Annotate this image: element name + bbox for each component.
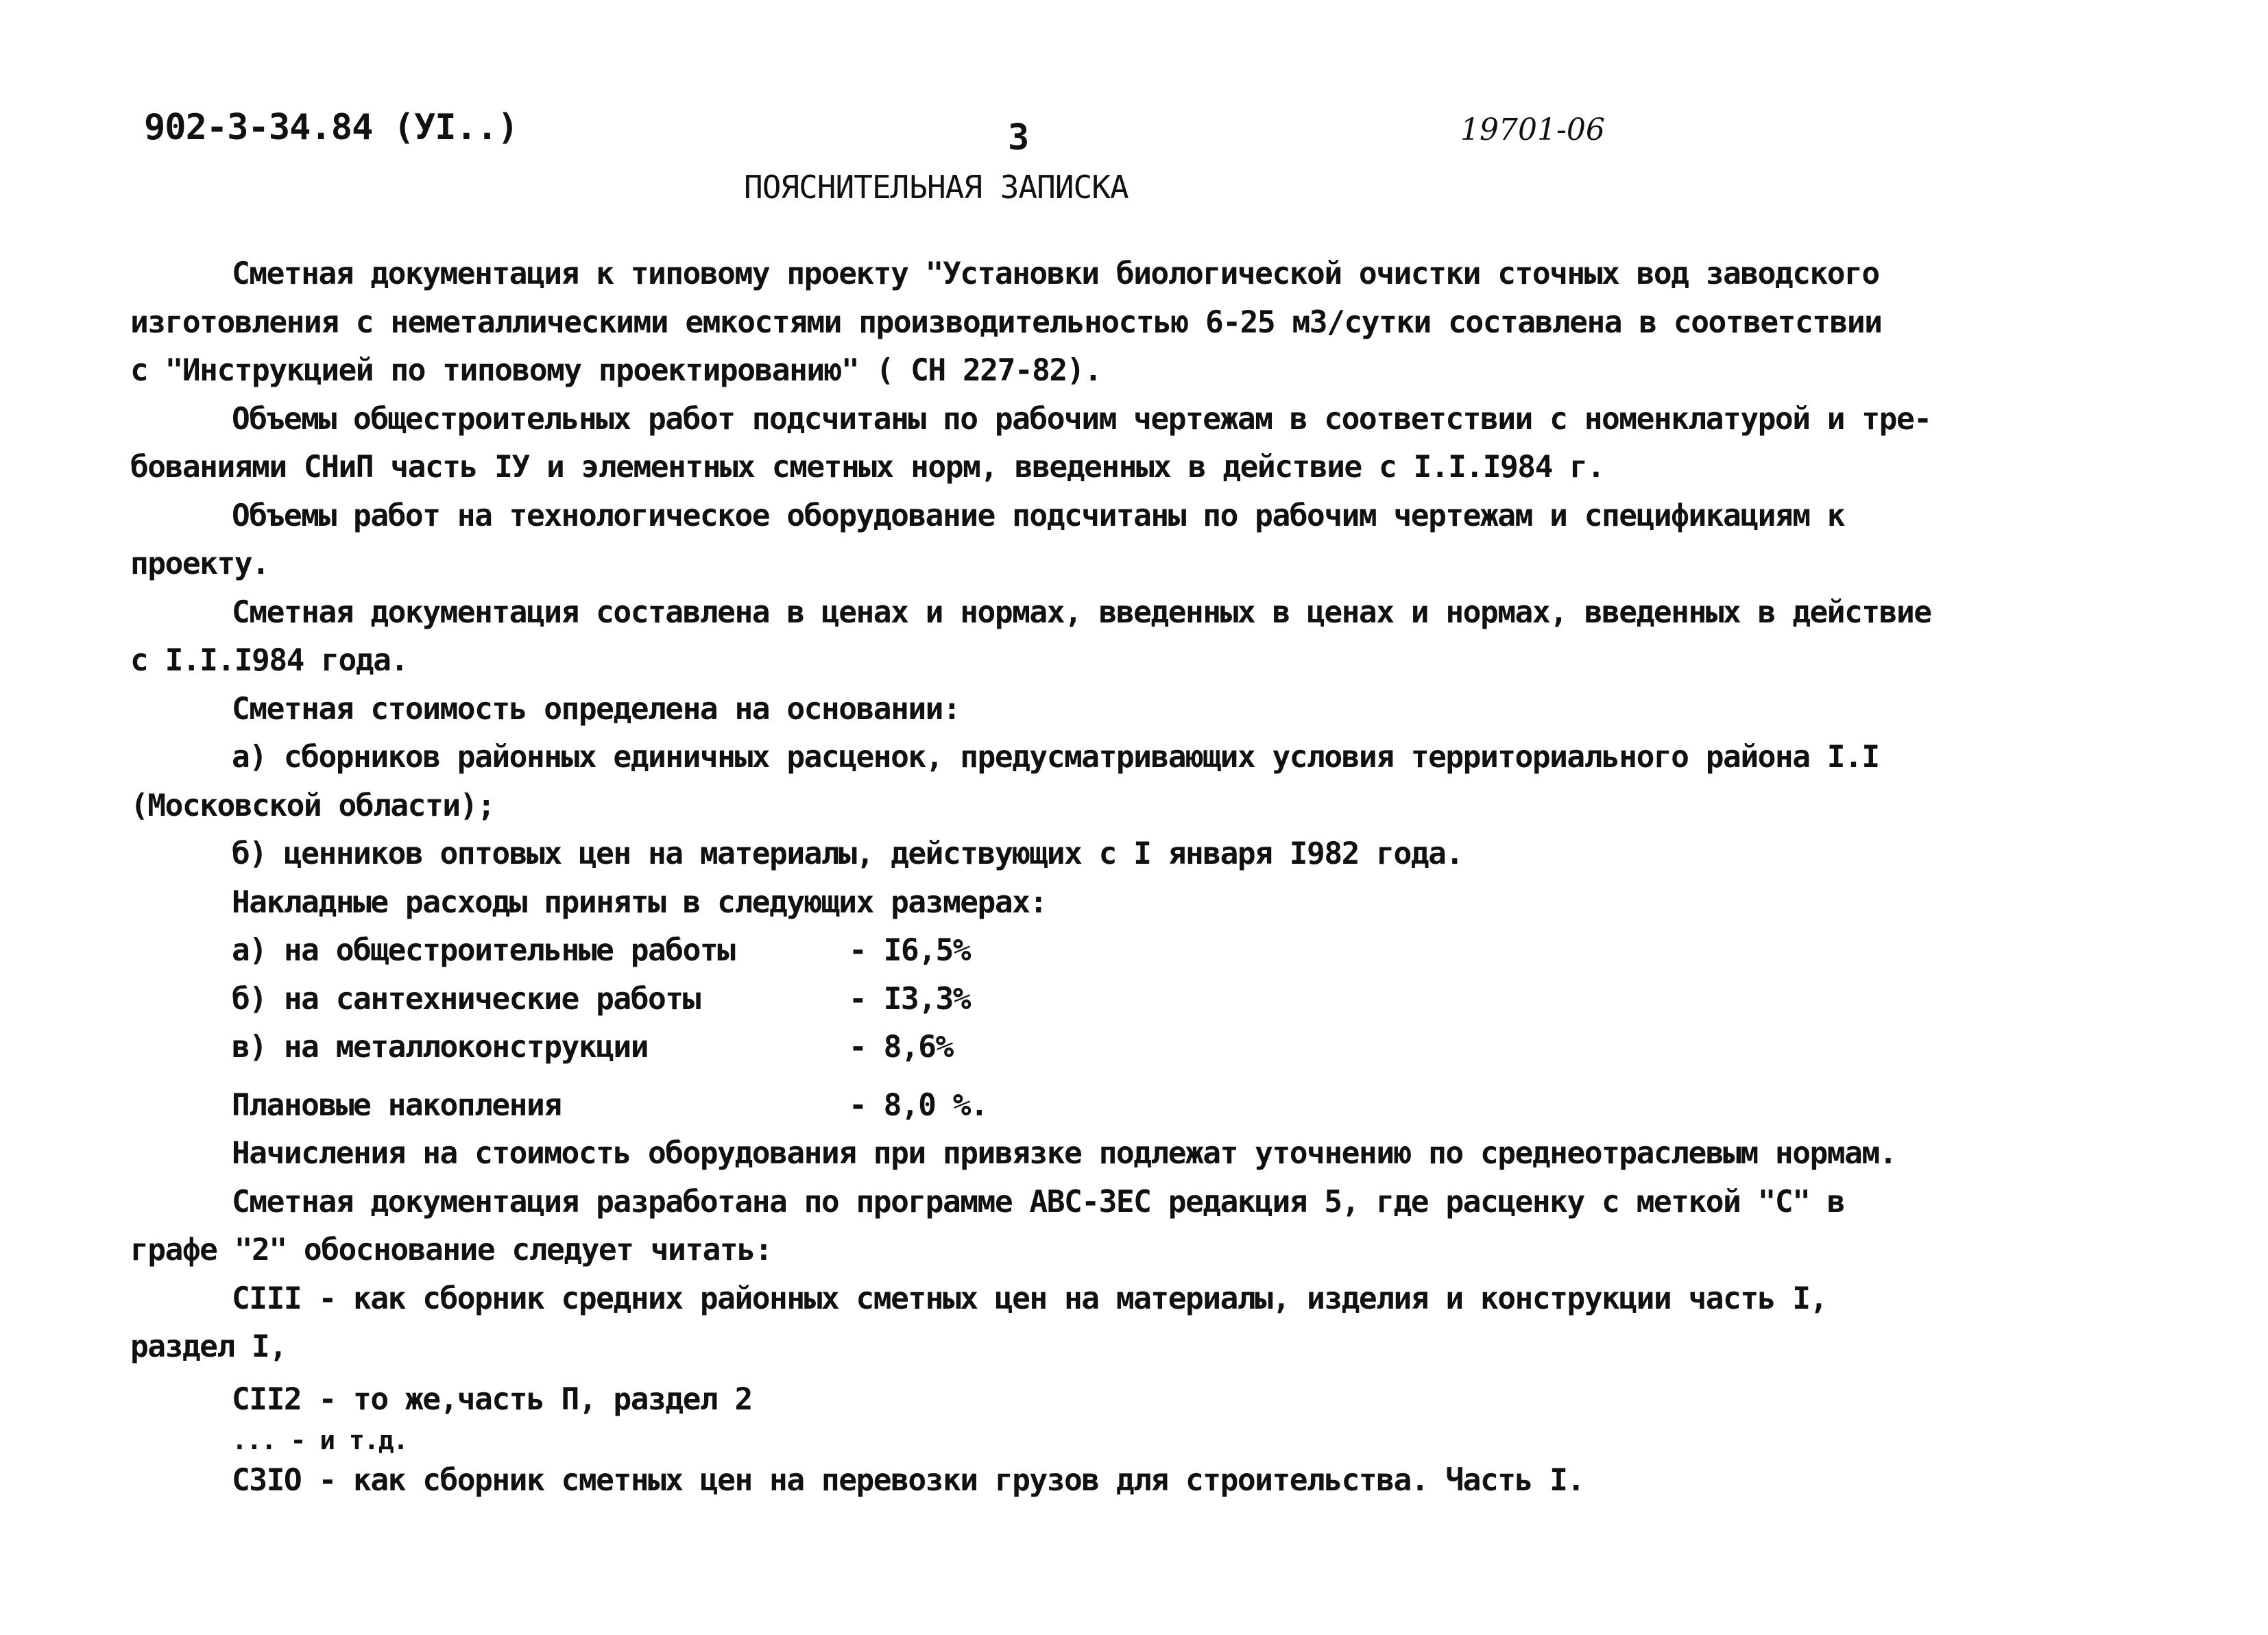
- rate-label: в) на металлоконструкции: [232, 1030, 648, 1065]
- text-line: Объемы общестроительных работ подсчитаны по рабочим чертежам в соответствии с номенклатурой и тре-: [232, 401, 1931, 437]
- rate-row: [130, 1024, 2160, 1072]
- text-line: СIII - как сборник средних районных сметных цен на материалы, изделия и конструкции часть I,: [232, 1281, 1827, 1316]
- text-line: Сметная документация к типовому проекту "Установки биологической очистки сточных вод заводского: [232, 256, 1879, 291]
- text-line: проекту.: [130, 546, 269, 581]
- rate-value: - I3,3%: [849, 981, 971, 1017]
- text-line: Сметная документация разработана по программе АВС-ЗЕС редакция 5, где расценку с меткой "С" в: [232, 1184, 1845, 1220]
- text-line: графе "2" обоснование следует читать:: [130, 1233, 772, 1268]
- text-line: Сметная документация составлена в ценах и нормах, введенных в ценах и нормах, введенных в действие: [232, 594, 1931, 630]
- rate-label: а) на общестроительные работы: [232, 933, 735, 968]
- document-body: [130, 250, 2160, 1505]
- rate-label: б) на сантехнические работы: [232, 981, 700, 1017]
- rate-value: - 8,6%: [849, 1030, 953, 1065]
- rate-label: Плановые накопления: [232, 1087, 562, 1123]
- rate-value: - I6,5%: [849, 933, 971, 968]
- text-line: Начисления на стоимость оборудования при привязке подлежат уточнению по среднеотраслевым нормам.: [232, 1136, 1896, 1171]
- rate-row: [130, 976, 2160, 1024]
- page-title: ПОЯСНИТЕЛЬНАЯ ЗАПИСКА: [744, 169, 1129, 206]
- text-line: б) ценников оптовых цен на материалы, действующих с I января I982 года.: [232, 836, 1463, 871]
- page-number: 3: [1008, 117, 1030, 158]
- text-line: раздел I,: [130, 1329, 287, 1364]
- text-line: (Московской области);: [130, 788, 495, 823]
- rate-value: - 8,0 %.: [849, 1087, 988, 1123]
- rate-row: [130, 927, 2160, 976]
- document-reference: 19701-06: [1460, 112, 1605, 147]
- rate-row: [130, 1082, 2160, 1130]
- text-line: бованиями СНиП часть IУ и элементных сметных норм, введенных в действие с I.I.I984 г.: [130, 450, 1604, 485]
- text-line: ... - и т.д.: [232, 1425, 408, 1455]
- text-line: с "Инструкцией по типовому проектированию" ( СН 227-82).: [130, 353, 1102, 388]
- text-line: СЗIО - как сборник сметных цен на перевозки грузов для строительства. Часть I.: [232, 1463, 1584, 1498]
- text-line: Накладные расходы приняты в следующих размерах:: [232, 884, 1047, 920]
- text-line: Сметная стоимость определена на основании:: [232, 691, 961, 727]
- text-line: а) сборников районных единичных расценок, предусматривающих условия территориального района I.I: [232, 740, 1879, 775]
- document-code: 902-3-34.84 (УI..): [144, 107, 518, 148]
- text-line: с I.I.I984 года.: [130, 643, 408, 678]
- text-line: изготовления с неметаллическими емкостями производительностью 6-25 м3/сутки составлена в соответствии: [130, 304, 1882, 340]
- text-line: Объемы работ на технологическое оборудование подсчитаны по рабочим чертежам и спецификациям к: [232, 498, 1845, 533]
- text-line: СII2 - то же,часть П, раздел 2: [232, 1381, 752, 1417]
